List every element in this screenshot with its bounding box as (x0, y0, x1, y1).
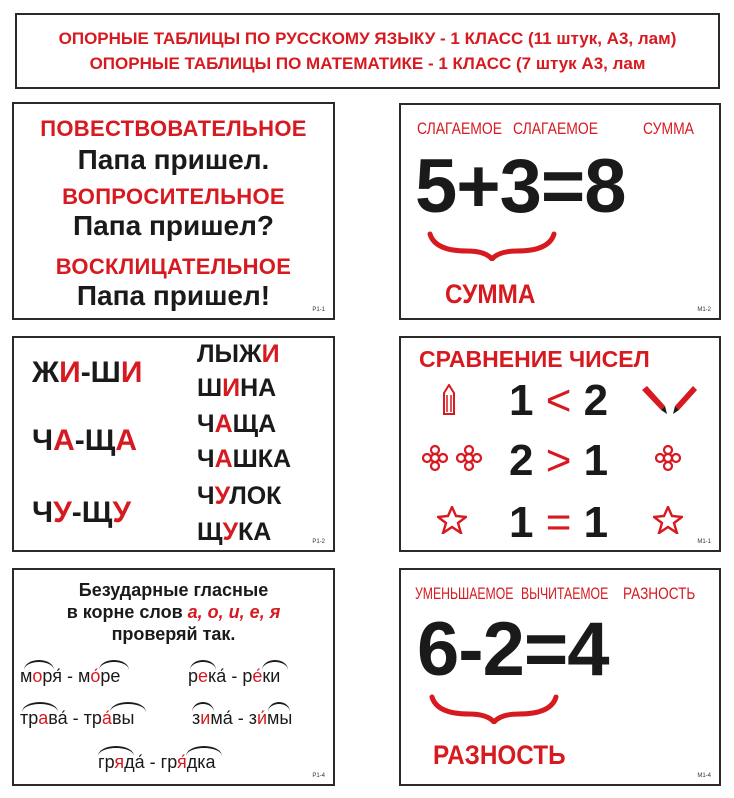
table-number-comparison (399, 336, 721, 552)
brace-icon (427, 231, 557, 261)
example-gryada-gryadka: гряда́ - гря́дка (98, 752, 216, 772)
addition-equation: 5+3=8 (415, 144, 626, 229)
rule-chu-shchu: ЧУ-ЩУ (32, 496, 131, 529)
root-arc (24, 660, 54, 670)
root-arc (98, 746, 134, 756)
table-code: М1-2 (697, 307, 711, 313)
comparison-row-3: 1 = 1 (509, 498, 609, 547)
table-code: Р1-4 (312, 773, 325, 779)
root-arc (262, 660, 288, 670)
question-sentence: Папа пришел? (73, 210, 274, 241)
sum-word: СУММА (445, 279, 536, 309)
word-shina: ШИНА (197, 374, 277, 402)
comparison-row-2: 2 > 1 (509, 436, 609, 485)
addend-label-1: СЛАГАЕМОЕ (417, 119, 503, 138)
root-arc (99, 660, 129, 670)
comparison-row-1: 1 < 2 (509, 376, 609, 425)
rule-line-2: в корне слов а, о, и, е, я (66, 602, 281, 622)
example-zima-zimy: зима́ - зи́мы (192, 708, 293, 728)
minuend-label: УМЕНЬШАЕМОЕ (415, 584, 514, 603)
table-code: Р1-1 (312, 307, 325, 313)
rule-line-3: проверяй так. (111, 624, 236, 644)
word-lyzhi: ЛЫЖИ (197, 340, 280, 368)
flower-icon (653, 444, 683, 472)
sum-label: СУММА (643, 119, 694, 138)
word-chashka: ЧАШКА (197, 445, 292, 473)
exclamation-sentence: Папа пришел! (76, 280, 271, 311)
brace-icon (429, 694, 559, 724)
example-morya-more: моря́ - мо́ре (20, 666, 121, 686)
header-line-math: ОПОРНЫЕ ТАБЛИЦЫ ПО МАТЕМАТИКЕ - 1 КЛАСС (7 штук А3, лам (89, 54, 646, 73)
pencil-icon (639, 384, 701, 416)
table-subtraction (399, 568, 721, 786)
addend-label-2: СЛАГАЕМОЕ (513, 119, 599, 138)
root-arc (186, 746, 222, 756)
example-reka-reki: река́ - ре́ки (188, 666, 281, 686)
example-trava-travy: трава́ - тра́вы (20, 708, 135, 728)
table-code: М1-1 (697, 539, 711, 545)
table-zhi-shi (12, 336, 335, 552)
word-shchuka: ЩУКА (197, 518, 272, 546)
narrative-sentence: Папа пришел. (77, 144, 270, 175)
table-code: М1-4 (697, 773, 711, 779)
table-code: Р1-2 (312, 539, 325, 545)
table-addition (399, 103, 721, 320)
root-arc (22, 702, 58, 712)
root-arc (268, 702, 290, 712)
rule-line-1: Безударные гласные (78, 580, 269, 600)
exclamation-heading: ВОСКЛИЦАТЕЛЬНОЕ (55, 254, 292, 279)
star-icon (437, 506, 467, 534)
narrative-heading: ПОВЕСТВОВАТЕЛЬНОЕ (40, 116, 307, 141)
word-chulok: ЧУЛОК (197, 482, 282, 510)
header-banner (15, 13, 720, 89)
star-icon (653, 506, 683, 534)
subtraction-equation: 6-2=4 (417, 607, 609, 692)
table-sentence-types (12, 102, 335, 320)
flower-icon (421, 444, 485, 472)
difference-word: РАЗНОСТЬ (433, 740, 566, 770)
table-unstressed-vowels (12, 568, 335, 786)
header-line-russian: ОПОРНЫЕ ТАБЛИЦЫ ПО РУССКОМУ ЯЗЫКУ - 1 КЛАСС (11 штук, А3, лам) (58, 29, 677, 48)
subtrahend-label: ВЫЧИТАЕМОЕ (521, 584, 609, 603)
word-chashcha: ЧАЩА (197, 410, 277, 438)
question-heading: ВОПРОСИТЕЛЬНОЕ (62, 184, 285, 209)
comparison-title: СРАВНЕНИЕ ЧИСЕЛ (419, 346, 650, 372)
root-arc (110, 702, 146, 712)
root-arc (190, 660, 216, 670)
rule-cha-shcha: ЧА-ЩА (32, 424, 137, 457)
pencil-icon (441, 384, 457, 416)
rule-zhi-shi: ЖИ-ШИ (32, 356, 143, 389)
root-arc (192, 702, 214, 712)
difference-label: РАЗНОСТЬ (623, 584, 696, 603)
